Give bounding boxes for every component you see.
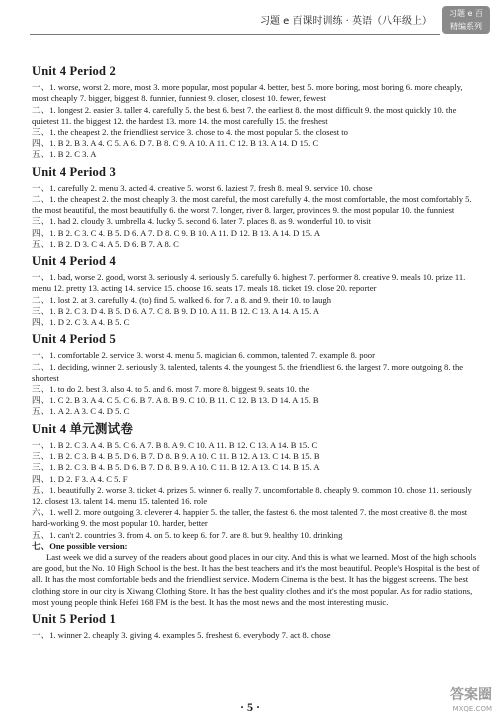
- watermark-line-2: MXQE.COM: [452, 705, 492, 713]
- essay-text: Last week we did a survey of the readers about good places in our city. And this is what we learned. Most of the high schools are good, but the No. 10 High School is the best. It has the best teachers and it's the most beautiful. People's Hospital is the best of all. It has the most comfortable beds and the friendliest service. Modern Cinema is the best. It has the biggest screens. The best clothing store in our city is Xiwang Clothing Store. It has the best quality clothes and it's the most popular. As for radio stations, most young people think Hefei 168 FM is the best. It has the most news and the most interesting music.: [32, 551, 480, 607]
- answer-line: 一、1. bad, worse 2. good, worst 3. seriously 4. seriously 5. carefully 6. highest 7. performer 8. creative 9. meals 10. prize 11. menu 12. pretty 13. acting 14. service 15. choose 16. seats 17. meals 18. ticket 19. close 20. reporter: [32, 272, 466, 294]
- section-title: Unit 4 单元测试卷: [32, 421, 134, 436]
- badge-line-1: 习题 e 百: [448, 9, 483, 18]
- answer-line: 二、1. deciding, winner 2. seriously 3. talented, talents 4. the youngest 5. the friendliest 6. the largest 7. more outgoing 8. the shortest: [32, 361, 464, 383]
- answer-line: 五、1. can't 2. countries 3. from 4. on 5. to keep 6. for 7. are 8. but 9. healthy 10. drinking: [32, 529, 343, 540]
- watermark-line-1: 答案圈: [450, 687, 492, 703]
- answer-line: 一、1. winner 2. cheaply 3. giving 4. examples 5. freshest 6. everybody 7. act 8. chose: [32, 630, 331, 641]
- answer-line: 三、1. B 2. C 3. D 4. B 5. D 6. A 7. C 8. B 9. D 10. A 11. B 12. C 13. A 14. A 15. A: [32, 305, 320, 316]
- section-title: Unit 5 Period 1: [32, 611, 116, 626]
- book-title: 习题 e 百课时训练 · 英语（八年级上）: [259, 16, 432, 27]
- watermark-logo: [422, 688, 492, 720]
- answer-line: 一、1. B 2. C 3. A 4. B 5. C 6. A 7. B 8. A 9. C 10. A 11. B 12. C 13. A 14. B 15. C: [32, 439, 318, 450]
- answer-line: 三、1. had 2. cloudy 3. umbrella 4. lucky 5. second 6. later 7. places 8. as 9. wonderful 10. to visit: [32, 216, 371, 227]
- answer-content: [32, 46, 480, 641]
- series-badge: [442, 6, 490, 34]
- answer-line: 四、1. B 2. B 3. A 4. C 5. A 6. D 7. B 8. C 9. A 10. A 11. C 12. B 13. A 14. D 15. C: [32, 138, 319, 149]
- answer-line: 一、1. comfortable 2. service 3. worst 4. menu 5. magician 6. common, talented 7. example 8. poor: [32, 350, 375, 361]
- answer-line: 三、1. B 2. C 3. B 4. B 5. D 6. B 7. D 8. B 9. A 10. C 11. B 12. A 13. C 14. B 15. B: [32, 451, 320, 462]
- essay-heading: 七、One possible version:: [32, 540, 128, 551]
- page-number: · 5 ·: [239, 700, 260, 714]
- answer-line: 四、1. D 2. C 3. A 4. B 5. C: [32, 317, 130, 328]
- answer-line: 四、1. B 2. C 3. C 4. B 5. D 6. A 7. D 8. C 9. B 10. A 11. D 12. B 13. A 14. D 15. A: [32, 227, 321, 238]
- answer-line: 二、1. the cheapest 2. the most cheaply 3. the most careful, the most carefully 4. the most comfortable, the most comfortably 5. the most beautiful, the most beautifully 6. the worst 7. longer, river 8. larger, provinces 9. the most popular 10. the funniest: [32, 194, 472, 216]
- answer-line: 五、1. beautifully 2. worse 3. ticket 4. prizes 5. winner 6. really 7. uncomfortable 8. cheaply 9. common 10. chose 11. seriously 12. closest 13. talent 14. menu 15. talented 16. role: [32, 484, 472, 506]
- section-title: Unit 4 Period 4: [32, 254, 116, 269]
- page-header: [0, 0, 500, 40]
- answer-line: 三、1. the cheapest 2. the friendliest service 3. chose to 4. the most popular 5. the closest to: [32, 127, 348, 138]
- section-title: Unit 4 Period 5: [32, 332, 116, 347]
- answer-line: 二、1. lost 2. at 3. carefully 4. (to) find 5. walked 6. for 7. a 8. and 9. their 10. to laugh: [32, 294, 332, 305]
- answer-line: 四、1. C 2. B 3. A 4. C 5. C 6. B 7. A 8. B 9. C 10. B 11. C 12. B 13. D 14. A 15. B: [32, 395, 319, 406]
- answer-line: 一、1. worse, worst 2. more, most 3. more popular, most popular 4. better, best 5. more boring, most boring 6. more cheaply, most cheaply 7. bigger, biggest 8. funnier, funniest 9. closer, closest 10. fewer, fewest: [32, 82, 463, 104]
- answer-line: 一、1. carefully 2. menu 3. acted 4. creative 5. worst 6. laziest 7. fresh 8. meal 9. service 10. chose: [32, 182, 373, 193]
- badge-line-2: 精编系列: [450, 22, 482, 31]
- section-title: Unit 4 Period 2: [32, 64, 116, 78]
- answer-line: 六、1. well 2. more outgoing 3. cleverer 4. happier 5. the taller, the fastest 6. the most talented 7. the most creative 8. the most hard-working 9. the most popular 10. harder, better: [32, 507, 468, 529]
- section-title: Unit 4 Period 3: [32, 164, 116, 179]
- header-rule: [30, 34, 440, 35]
- answer-line: 五、1. A 2. A 3. C 4. D 5. C: [32, 406, 130, 417]
- answer-line: 五、1. B 2. D 3. C 4. A 5. D 6. B 7. A 8. C: [32, 238, 179, 249]
- answer-line: 三、1. B 2. C 3. B 4. B 5. D 6. B 7. D 8. B 9. A 10. C 11. B 12. A 13. C 14. B 15. A: [32, 462, 320, 473]
- answer-line: 三、1. to do 2. best 3. also 4. to 5. and 6. most 7. more 8. biggest 9. seats 10. the: [32, 384, 310, 395]
- answer-line: 四、1. D 2. F 3. A 4. C 5. F: [32, 473, 128, 484]
- answer-line: 五、1. B 2. C 3. A: [32, 149, 97, 160]
- answer-line: 二、1. longest 2. easier 3. taller 4. carefully 5. the best 6. best 7. the earliest 8. the most difficult 9. the most quickly 10. the quietest 11. the biggest 12. the hardest 13. more 14. the most carefully 15. the freshest: [32, 104, 457, 126]
